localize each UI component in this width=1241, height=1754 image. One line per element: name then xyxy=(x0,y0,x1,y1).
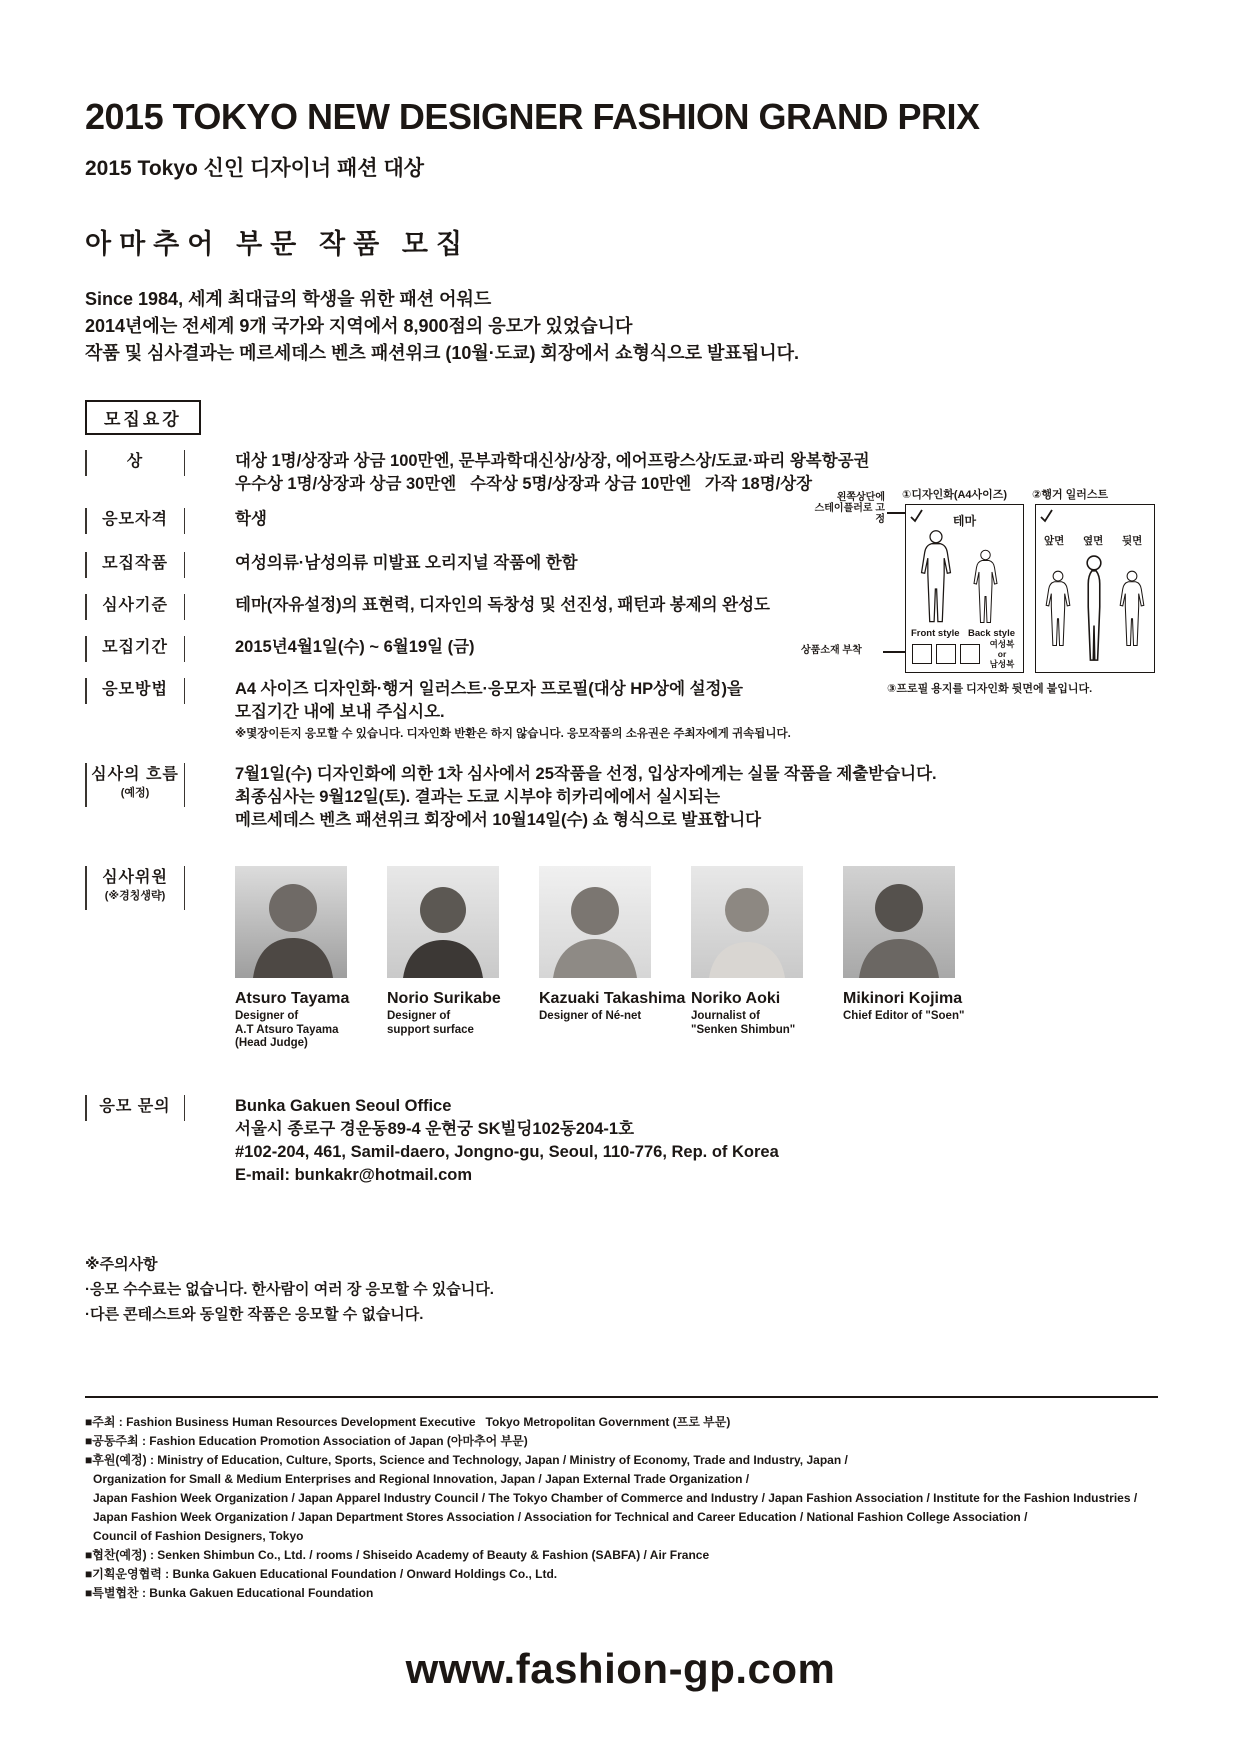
divider xyxy=(184,594,186,620)
judge-photo xyxy=(843,866,955,978)
page-title: 2015 TOKYO NEW DESIGNER FASHION GRAND PRIX xyxy=(85,96,980,137)
intro-line: 2014년에는 전세계 9개 국가와 지역에서 8,900점의 응모가 있었습니다 xyxy=(85,316,633,336)
row-label: 모집기간 xyxy=(102,639,168,656)
judge-desc-line: (Head Judge) xyxy=(235,1037,308,1049)
row-label: 응모 문의 xyxy=(99,1098,171,1115)
judge-photo xyxy=(235,866,347,978)
row-label-cell xyxy=(85,1095,185,1121)
front-figure-icon xyxy=(1040,553,1076,665)
judge-card xyxy=(387,866,539,1051)
divider xyxy=(184,508,186,534)
submission-diagram xyxy=(795,430,1165,710)
row-text: 2015년4월1일(수) ~ 6월19일 (금) xyxy=(235,638,475,656)
portrait-silhouette-icon xyxy=(691,866,803,978)
row-text: 대상 1명/상장과 상금 100만엔, 문부과학대신상/상장, 에어프랑스상/도쿄·파리 왕복항공권 xyxy=(235,452,870,470)
row-label: 심사의 흐름 xyxy=(91,766,179,783)
caution-item: ·응모 수수료는 없습니다. 한사람이 여러 장 응모할 수 있습니다. xyxy=(85,1281,494,1298)
row-text: 최종심사는 9월12일(토). 결과는 도쿄 시부야 히카리에에서 실시되는 xyxy=(235,788,721,806)
row-label: 심사기준 xyxy=(102,597,168,614)
judge-desc-line: Designer of Né-net xyxy=(539,1010,642,1022)
row-criteria xyxy=(85,594,770,620)
row-text: 메르세데스 벤츠 패션위크 회장에서 10월14일(수) 쇼 형식으로 발표합니다 xyxy=(235,811,762,829)
judge-name: Mikinori Kojima xyxy=(843,990,963,1007)
profile-note: ③프로필 용지를 디자인화 뒷면에 붙입니다. xyxy=(887,683,1093,695)
row-label: 응모방법 xyxy=(102,681,168,698)
back-figure-icon xyxy=(968,549,1003,625)
contact-email: E-mail: bunkakr@hotmail.com xyxy=(235,1166,473,1184)
divider xyxy=(184,450,186,476)
guidelines-box-label: 모집요강 xyxy=(85,400,201,435)
row-content xyxy=(235,763,937,832)
judge-desc xyxy=(691,1010,843,1037)
fabric-swatch xyxy=(912,644,932,664)
judge-desc-line: support surface xyxy=(387,1023,474,1036)
judge-desc-line: Designer of xyxy=(387,1010,451,1022)
divider xyxy=(184,552,186,578)
footer-line: ■협찬(예정) : Senken Shimbun Co., Ltd. / rooms / Shiseido Academy of Beauty & Fashion (SABFA) / Air France xyxy=(85,1548,710,1562)
row-label-cell xyxy=(85,866,185,910)
row-text: 모집기간 내에 보내 주십시오. xyxy=(235,703,445,721)
row-label: 응모자격 xyxy=(102,511,168,528)
portrait-silhouette-icon xyxy=(387,866,499,978)
judge-desc-line: Designer of xyxy=(235,1010,299,1022)
intro-line: 작품 및 심사결과는 메르세데스 벤츠 패션위크 (10월·도쿄) 회장에서 쇼형식으로 발표됩니다. xyxy=(85,343,799,363)
staple-note xyxy=(805,492,885,525)
row-label-cell xyxy=(85,552,185,578)
row-text: 우수상 1명/상장과 상금 30만엔 수작상 5명/상장과 상금 10만엔 가작 18명/상장 xyxy=(235,475,813,493)
theme-label: 테마 xyxy=(952,514,977,528)
staple-arrow-line xyxy=(887,512,905,514)
row-content xyxy=(235,508,267,531)
footer-line: Organization for Small & Medium Enterprises and Regional Innovation, Japan / Japan External Trade Organization / xyxy=(93,1472,750,1486)
view-label-back: 뒷면 xyxy=(1122,535,1143,547)
footer-line: ■후원(예정) : Ministry of Education, Culture, Sports, Science and Technology, Japan / Ministry of Economy, Trade and Industry, Japan / xyxy=(85,1453,848,1467)
judge-desc xyxy=(843,1010,995,1024)
row-text: 여성의류·남성의류 미발표 오리지널 작품에 한함 xyxy=(235,554,578,572)
row-content xyxy=(235,678,791,742)
organizations-footer xyxy=(85,1413,1175,1603)
judge-photo xyxy=(691,866,803,978)
fabric-arrow-line xyxy=(883,651,905,653)
gender-note-line: 여성복 xyxy=(989,639,1015,649)
divider xyxy=(184,763,186,807)
row-works xyxy=(85,552,578,578)
judge-desc-line: Chief Editor of "Soen" xyxy=(843,1010,965,1022)
row-content xyxy=(235,552,578,575)
designsheet-box-title: ①디자인화(A4사이즈) xyxy=(902,489,1008,501)
contact-office: Bunka Gakuen Seoul Office xyxy=(235,1097,452,1115)
row-award xyxy=(85,450,870,496)
row-label: 심사위원 xyxy=(102,869,168,886)
row-text: A4 사이즈 디자인화·행거 일러스트·응모자 프로필(대상 HP상에 설정)을 xyxy=(235,680,743,698)
front-style-label: Front style xyxy=(911,628,960,639)
judge-desc xyxy=(235,1010,387,1051)
judge-desc-line: Journalist of xyxy=(691,1010,761,1022)
judge-photo xyxy=(387,866,499,978)
intro-line: Since 1984, 세계 최대급의 학생을 위한 패션 어워드 xyxy=(85,289,492,309)
portrait-silhouette-icon xyxy=(843,866,955,978)
judge-desc-line: A.T Atsuro Tayama xyxy=(235,1023,339,1036)
staple-mark-icon xyxy=(1040,509,1054,523)
judge-name: Atsuro Tayama xyxy=(235,990,350,1007)
judge-card xyxy=(539,866,691,1051)
row-footnote: ※몇장이든지 응모할 수 있습니다. 디자인화 반환은 하지 않습니다. 응모작품의 소유권은 주최자에게 귀속됩니다. xyxy=(235,728,791,740)
front-figure-icon xyxy=(914,529,958,625)
section-heading: 아마추어 부문 작품 모집 xyxy=(85,229,471,259)
row-text: 학생 xyxy=(235,510,267,528)
judge-desc xyxy=(387,1010,539,1037)
row-content xyxy=(235,1095,779,1187)
row-contact xyxy=(85,1095,779,1187)
judge-desc-line: "Senken Shimbun" xyxy=(691,1023,796,1036)
row-label-cell xyxy=(85,450,185,476)
footer-line: Japan Fashion Week Organization / Japan Department Stores Association / Association for Technical and Career Education / National Fashion College Association / xyxy=(93,1510,1028,1524)
website-url: www.fashion-gp.com xyxy=(405,1645,836,1692)
row-method xyxy=(85,678,791,742)
page-subtitle: 2015 Tokyo 신인 디자이너 패션 대상 xyxy=(85,157,425,180)
footer-line: ■특별협찬 : Bunka Gakuen Educational Foundation xyxy=(85,1586,374,1600)
row-sublabel: (※경칭생략) xyxy=(104,890,166,902)
judge-desc xyxy=(539,1010,691,1024)
designsheet-box xyxy=(905,504,1024,673)
gender-note xyxy=(982,639,1022,669)
fabric-swatch-squares xyxy=(912,644,984,664)
judge-name: Norio Surikabe xyxy=(387,990,501,1007)
judges-list xyxy=(235,866,995,1051)
divider xyxy=(184,678,186,704)
row-label: 모집작품 xyxy=(102,555,168,572)
judge-card xyxy=(843,866,995,1051)
row-label-cell xyxy=(85,636,185,662)
row-judges xyxy=(85,866,995,1051)
row-label-cell xyxy=(85,594,185,620)
portrait-silhouette-icon xyxy=(539,866,651,978)
staple-note-line: 스테이플러로 고정 xyxy=(814,503,885,525)
gender-note-line: or xyxy=(997,649,1007,659)
view-label-front: 앞면 xyxy=(1044,535,1065,547)
divider xyxy=(85,1396,1158,1398)
row-text: 7월1일(수) 디자인화에 의한 1차 심사에서 25작품을 선정, 입상자에게는 실물 작품을 제출받습니다. xyxy=(235,765,937,783)
row-judging-flow xyxy=(85,763,937,832)
fabric-swatch xyxy=(960,644,980,664)
divider xyxy=(184,866,186,910)
footer-line: ■공동주최 : Fashion Education Promotion Association of Japan (아마추어 부문) xyxy=(85,1434,528,1448)
back-figure-icon xyxy=(1114,553,1150,665)
row-label-cell xyxy=(85,508,185,534)
contact-address-kr: 서울시 종로구 경운동89-4 운현궁 SK빌딩102동204-1호 xyxy=(235,1120,635,1138)
gender-note-line: 남성복 xyxy=(989,659,1015,669)
hanger-box-title: ②행거 일러스트 xyxy=(1032,489,1109,501)
row-eligibility xyxy=(85,508,267,534)
footer-line: Council of Fashion Designers, Tokyo xyxy=(93,1529,304,1543)
caution-item: ·다른 콘테스트와 동일한 작품은 응모할 수 없습니다. xyxy=(85,1306,424,1323)
judge-name: Kazuaki Takashima xyxy=(539,990,686,1007)
divider xyxy=(184,636,186,662)
judge-card xyxy=(235,866,387,1051)
row-label: 상 xyxy=(126,453,144,470)
footer-line: ■기획운영협력 : Bunka Gakuen Educational Foundation / Onward Holdings Co., Ltd. xyxy=(85,1567,558,1581)
fabric-swatch xyxy=(936,644,956,664)
judge-name: Noriko Aoki xyxy=(691,990,781,1007)
intro-paragraph xyxy=(85,286,799,367)
footer-line: Japan Fashion Week Organization / Japan Apparel Industry Council / The Tokyo Chamber of Commerce and Industry / Japan Fashion Association / Institute for the Fashion Industries / xyxy=(93,1491,1138,1505)
caution-notes xyxy=(85,1252,494,1327)
footer-line: ■주최 : Fashion Business Human Resources Development Executive Tokyo Metropolitan Government (프로 부문) xyxy=(85,1415,731,1429)
row-content xyxy=(235,450,870,496)
staple-note-line: 왼쪽상단에 xyxy=(836,492,885,503)
row-text: 테마(자유설정)의 표현력, 디자인의 독창성 및 선진성, 패턴과 봉제의 완성도 xyxy=(235,596,771,614)
view-label-side: 옆면 xyxy=(1083,535,1104,547)
judge-card xyxy=(691,866,843,1051)
portrait-silhouette-icon xyxy=(235,866,347,978)
row-period xyxy=(85,636,475,662)
contact-address-en: #102-204, 461, Samil-daero, Jongno-gu, Seoul, 110-776, Rep. of Korea xyxy=(235,1143,779,1161)
side-figure-icon xyxy=(1082,555,1106,663)
judge-photo xyxy=(539,866,651,978)
divider xyxy=(184,1095,186,1121)
row-label-cell xyxy=(85,678,185,704)
row-content xyxy=(235,594,770,617)
row-label-cell xyxy=(85,763,185,807)
fabric-attach-label: 상품소재 부착 xyxy=(801,645,862,656)
caution-heading: ※주의사항 xyxy=(85,1256,158,1273)
row-sublabel: (예정) xyxy=(120,787,150,799)
row-content xyxy=(235,636,475,659)
hanger-illustration-box xyxy=(1035,504,1155,673)
back-style-label: Back style xyxy=(968,628,1016,639)
